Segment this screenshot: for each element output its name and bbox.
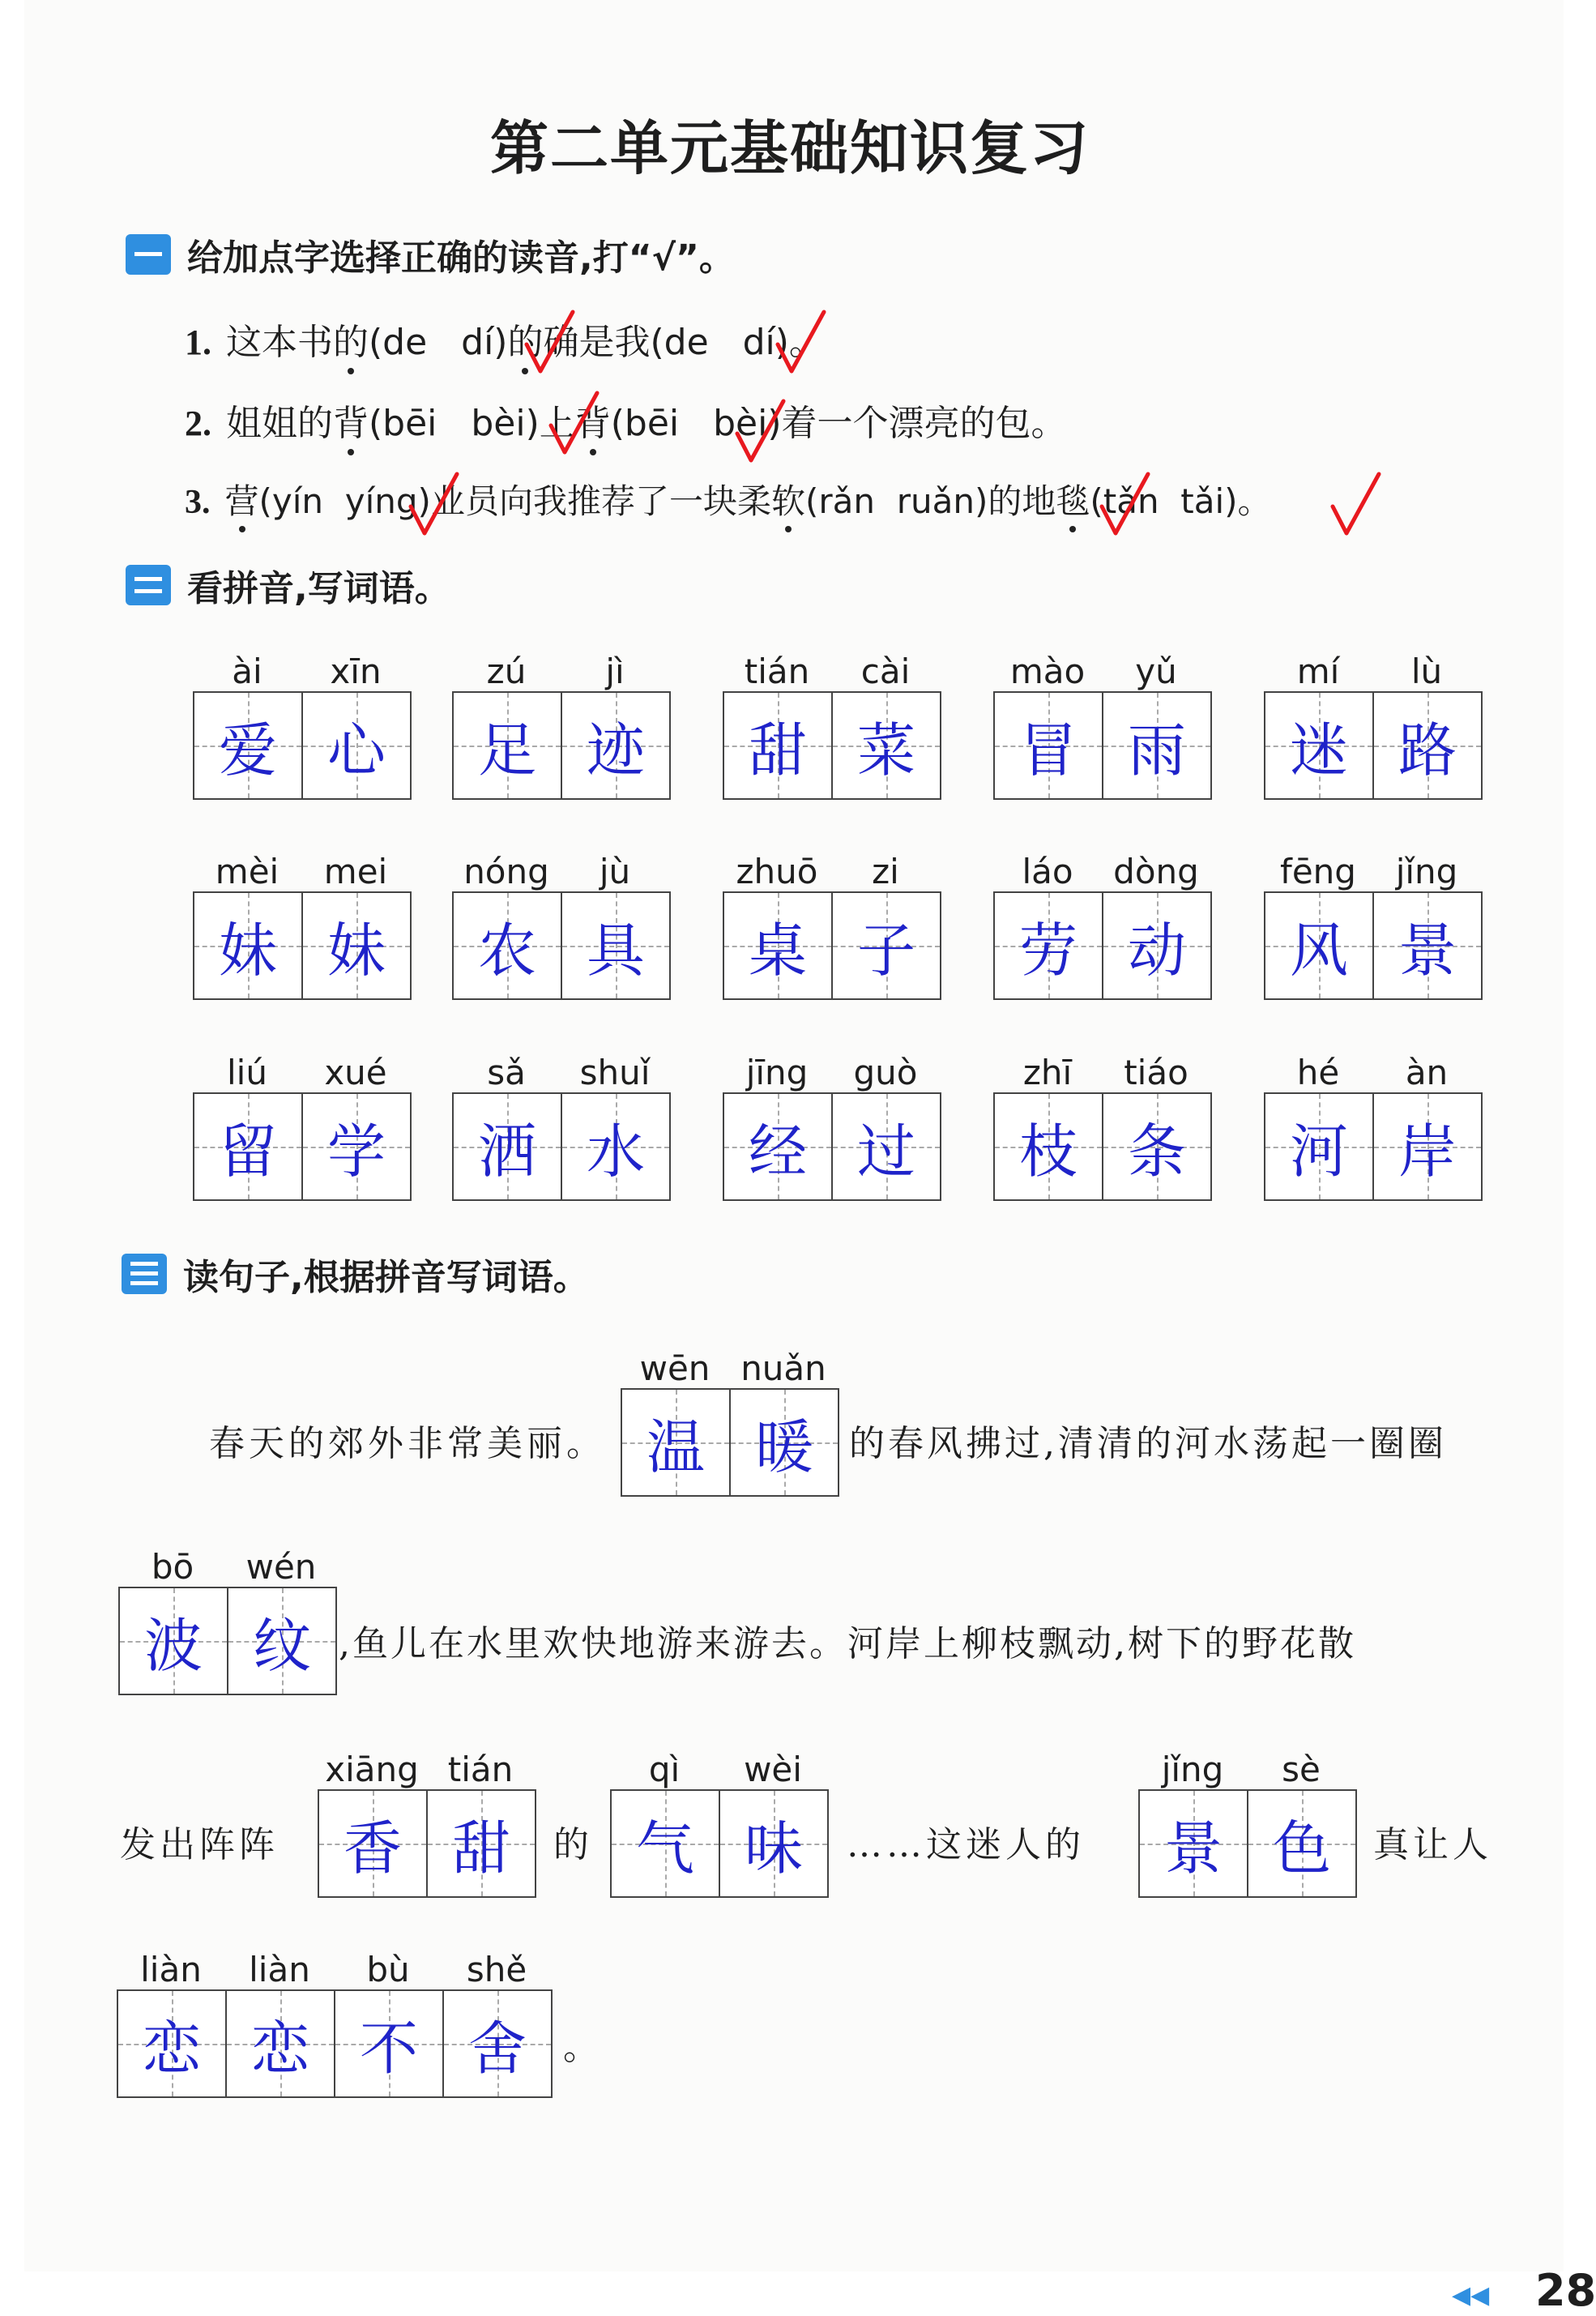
- pinyin-word-box: [993, 644, 1212, 800]
- pinyin-syllable: fēng: [1280, 852, 1356, 891]
- pinyin-syllable: bù: [366, 1950, 410, 1989]
- pinyin-syllable: ài: [232, 652, 262, 691]
- pinyin-syllable: xiāng: [325, 1750, 419, 1789]
- answer-char: 路: [1398, 716, 1457, 784]
- answer-char-cell: [612, 1791, 719, 1896]
- pinyin-row: [452, 1045, 671, 1092]
- pinyin-word-box: [993, 844, 1212, 1000]
- pinyin-word-box: [193, 644, 412, 800]
- section-1-badge: [126, 234, 171, 275]
- answer-char-cell: [1102, 693, 1210, 798]
- pinyin-word-box: [452, 1045, 671, 1201]
- tianzige-boxes: [193, 891, 412, 1000]
- sentence-3d: 真让人: [1373, 1824, 1492, 1865]
- tianzige-boxes: [1264, 1092, 1483, 1201]
- answer-char: 枝: [1018, 1117, 1078, 1186]
- pinyin-row: [193, 644, 412, 691]
- pinyin-syllable: liàn: [249, 1950, 310, 1989]
- answer-char-cell: [454, 693, 561, 798]
- answer-char-cell: [227, 1588, 335, 1694]
- answer-char-cell: [1372, 893, 1481, 998]
- section-2-label: 看拼音,写词语。: [187, 568, 450, 609]
- sentence-answer-box: [1138, 1742, 1357, 1898]
- answer-char-cell: [301, 693, 410, 798]
- answer-char-cell: [118, 1991, 225, 2096]
- pinyin-row: [452, 844, 671, 891]
- question-3: 3. 营(yín yíng)业员向我推荐了一块柔软(rǎn ruǎn)的地毯(tǎn tǎi)。: [185, 481, 1272, 521]
- answer-char: 雨: [1127, 716, 1186, 784]
- pinyin-syllable: xué: [324, 1053, 387, 1092]
- answer-char: 甜: [451, 1814, 510, 1882]
- tianzige-boxes: [193, 1092, 412, 1201]
- dotted-char: 营: [224, 481, 259, 521]
- answer-char: 味: [744, 1814, 803, 1882]
- answer-char-cell: [334, 1991, 442, 2096]
- answer-char: 学: [326, 1117, 386, 1186]
- answer-char-cell: [1372, 693, 1481, 798]
- pinyin-row: [993, 644, 1212, 691]
- answer-char: 舍: [467, 2015, 527, 2083]
- pinyin-syllable: mei: [323, 852, 388, 891]
- tianzige-boxes: [452, 691, 671, 800]
- pinyin-syllable: wén: [245, 1547, 317, 1587]
- pinyin-syllable: qì: [648, 1750, 681, 1789]
- tianzige-boxes: [993, 691, 1212, 800]
- answer-char: 桌: [748, 917, 807, 985]
- page-number: 28: [1535, 2265, 1596, 2316]
- sentence-3c: ……这迷人的: [847, 1824, 1085, 1865]
- section-3-header: [122, 1248, 589, 1300]
- question-2: 2. 姐姐的背(bēi bèi)上背(bēi bèi)着一个漂亮的包。: [185, 403, 1067, 444]
- answer-char-cell: [426, 1791, 535, 1896]
- pinyin-syllable: jù: [599, 852, 631, 891]
- pinyin-row: [723, 644, 941, 691]
- pinyin-row: [1264, 844, 1483, 891]
- pinyin-syllable: shuǐ: [579, 1053, 651, 1092]
- pinyin-row: [1264, 1045, 1483, 1092]
- pinyin-syllable: zú: [486, 652, 527, 691]
- answer-char-cell: [120, 1588, 227, 1694]
- answer-char: 风: [1289, 917, 1348, 985]
- answer-char-cell: [561, 893, 669, 998]
- pinyin-syllable: shě: [466, 1950, 527, 1989]
- section-1-header: [126, 229, 735, 280]
- answer-char-cell: [995, 693, 1102, 798]
- pinyin-syllable: sǎ: [487, 1053, 526, 1092]
- answer-char-cell: [719, 1791, 827, 1896]
- answer-char: 子: [856, 917, 915, 985]
- answer-char-cell: [995, 1094, 1102, 1199]
- pinyin-row: [118, 1540, 337, 1587]
- pinyin-syllable: cài: [860, 652, 911, 691]
- pinyin-syllable: jǐng: [1395, 852, 1458, 891]
- pinyin-word-box: [1264, 1045, 1483, 1201]
- answer-char-cell: [454, 1094, 561, 1199]
- pinyin-syllable: bō: [151, 1547, 194, 1587]
- answer-char: 妹: [218, 917, 277, 985]
- answer-char: 气: [635, 1814, 694, 1882]
- pinyin-word-box: [452, 844, 671, 1000]
- answer-char-cell: [1265, 893, 1372, 998]
- pinyin-syllable: jǐng: [1161, 1750, 1224, 1789]
- answer-char-cell: [561, 693, 669, 798]
- pinyin-row: [993, 844, 1212, 891]
- tianzige-boxes: [452, 891, 671, 1000]
- answer-char-cell: [1102, 1094, 1210, 1199]
- pinyin-syllable: liú: [227, 1053, 267, 1092]
- pinyin-row: [318, 1742, 536, 1789]
- pinyin-row: [193, 844, 412, 891]
- pinyin-row: [1264, 644, 1483, 691]
- answer-char-cell: [831, 1094, 940, 1199]
- answer-char-cell: [1102, 893, 1210, 998]
- answer-char-cell: [1372, 1094, 1481, 1199]
- pinyin-word-box: [723, 844, 941, 1000]
- pinyin-syllable: wēn: [639, 1348, 711, 1388]
- sentence-answer-box: [318, 1742, 536, 1898]
- answer-char-cell: [724, 693, 831, 798]
- answer-char: 经: [748, 1117, 807, 1186]
- sentence-answer-box: [118, 1540, 337, 1695]
- pinyin-syllable: nuǎn: [740, 1348, 826, 1388]
- pinyin-syllable: láo: [1022, 852, 1073, 891]
- answer-char-cell: [561, 1094, 669, 1199]
- answer-char-cell: [454, 893, 561, 998]
- pinyin-syllable: lù: [1410, 652, 1443, 691]
- sentence-answer-box: [621, 1341, 839, 1497]
- answer-char: 景: [1163, 1814, 1223, 1882]
- answer-char-cell: [995, 893, 1102, 998]
- answer-char: 岸: [1398, 1117, 1457, 1186]
- tianzige-boxes: [452, 1092, 671, 1201]
- answer-char: 迷: [1289, 716, 1348, 784]
- page-title: 第二单元基础知识复习: [489, 113, 1090, 182]
- answer-char: 河: [1289, 1117, 1348, 1186]
- pinyin-syllable: xīn: [330, 652, 382, 691]
- answer-char-cell: [724, 893, 831, 998]
- section-3-label: 读句子,根据拼音写词语。: [183, 1257, 589, 1298]
- answer-char: 迹: [586, 716, 645, 784]
- pinyin-row: [993, 1045, 1212, 1092]
- answer-char-cell: [622, 1390, 729, 1495]
- tianzige-boxes: [723, 1092, 941, 1201]
- pinyin-word-box: [452, 644, 671, 800]
- answer-char: 动: [1127, 917, 1186, 985]
- answer-char-cell: [1247, 1791, 1355, 1896]
- answer-char-cell: [194, 693, 301, 798]
- pinyin-word-box: [193, 1045, 412, 1201]
- answer-char: 波: [143, 1612, 203, 1680]
- answer-char: 景: [1398, 917, 1457, 985]
- pinyin-row: [193, 1045, 412, 1092]
- question-1: 1. 这本书的(de dí)的确是我(de dí)。: [185, 322, 825, 363]
- answer-char-cell: [442, 1991, 551, 2096]
- pinyin-syllable: zi: [872, 852, 899, 891]
- answer-char: 水: [586, 1117, 645, 1186]
- pinyin-syllable: yǔ: [1135, 652, 1177, 691]
- pinyin-word-box: [723, 1045, 941, 1201]
- pinyin-syllable: mèi: [215, 852, 280, 891]
- tianzige-boxes: [318, 1789, 536, 1898]
- answer-char: 甜: [748, 716, 807, 784]
- answer-char: 留: [218, 1117, 277, 1186]
- answer-char: 足: [477, 716, 536, 784]
- pinyin-row: [723, 844, 941, 891]
- pinyin-syllable: zhī: [1022, 1053, 1073, 1092]
- pinyin-syllable: mí: [1296, 652, 1340, 691]
- answer-char: 爱: [218, 716, 277, 784]
- tianzige-boxes: [993, 891, 1212, 1000]
- answer-char: 菜: [856, 716, 915, 784]
- answer-char-cell: [1265, 693, 1372, 798]
- dotted-char: 的: [333, 322, 369, 363]
- answer-char: 不: [359, 2015, 418, 2083]
- pinyin-syllable: tián: [744, 652, 810, 691]
- tianzige-boxes: [117, 1989, 553, 2098]
- answer-char: 温: [646, 1413, 705, 1481]
- answer-char: 色: [1272, 1814, 1331, 1882]
- pinyin-word-box: [993, 1045, 1212, 1201]
- answer-char-cell: [194, 893, 301, 998]
- pinyin-syllable: tián: [447, 1750, 514, 1789]
- answer-char-cell: [301, 1094, 410, 1199]
- pinyin-row: [117, 1942, 553, 1989]
- answer-char-cell: [831, 893, 940, 998]
- answer-char-cell: [1265, 1094, 1372, 1199]
- sentence-3b: 的: [553, 1824, 593, 1865]
- pinyin-row: [621, 1341, 839, 1388]
- answer-char: 过: [856, 1117, 915, 1186]
- section-2-badge: [126, 565, 171, 605]
- answer-char-cell: [225, 1991, 334, 2096]
- pinyin-word-box: [193, 844, 412, 1000]
- answer-char: 冒: [1018, 716, 1078, 784]
- sentence-answer-box: [117, 1942, 553, 2098]
- pinyin-row: [610, 1742, 829, 1789]
- tianzige-boxes: [621, 1388, 839, 1497]
- prev-page-arrows-icon: ◀◀: [1452, 2281, 1490, 2310]
- answer-char-cell: [724, 1094, 831, 1199]
- pinyin-syllable: wèi: [744, 1750, 802, 1789]
- pinyin-syllable: guò: [853, 1053, 918, 1092]
- sentence-3a: 发出阵阵: [120, 1824, 279, 1865]
- pinyin-syllable: liàn: [140, 1950, 202, 1989]
- pinyin-syllable: àn: [1405, 1053, 1449, 1092]
- pinyin-word-box: [723, 644, 941, 800]
- section-3-badge: [122, 1254, 167, 1294]
- answer-char: 洒: [477, 1117, 536, 1186]
- answer-char-cell: [194, 1094, 301, 1199]
- pinyin-row: [1138, 1742, 1357, 1789]
- pinyin-syllable: tiáo: [1124, 1053, 1188, 1092]
- dotted-char: 毯: [1056, 481, 1090, 521]
- tianzige-boxes: [723, 891, 941, 1000]
- tianzige-boxes: [1264, 891, 1483, 1000]
- tianzige-boxes: [723, 691, 941, 800]
- answer-char: 纹: [252, 1612, 311, 1680]
- tianzige-boxes: [610, 1789, 829, 1898]
- answer-char: 农: [477, 917, 536, 985]
- answer-char-cell: [319, 1791, 426, 1896]
- pinyin-syllable: jīng: [745, 1053, 809, 1092]
- pinyin-syllable: nóng: [463, 852, 549, 891]
- section-1-label: 给加点字选择正确的读音,打“√”。: [187, 237, 735, 279]
- tianzige-boxes: [118, 1587, 337, 1695]
- answer-char-cell: [831, 693, 940, 798]
- tianzige-boxes: [1138, 1789, 1357, 1898]
- answer-char: 劳: [1018, 917, 1078, 985]
- answer-char: 暖: [754, 1413, 813, 1481]
- dotted-char: 的: [507, 322, 544, 363]
- pinyin-syllable: sè: [1282, 1750, 1321, 1789]
- answer-char: 心: [326, 716, 386, 784]
- answer-char: 恋: [142, 2015, 201, 2083]
- answer-char: 妹: [326, 917, 386, 985]
- answer-char: 具: [586, 917, 645, 985]
- pinyin-syllable: jì: [605, 652, 625, 691]
- answer-char: 香: [343, 1814, 402, 1882]
- pinyin-word-box: [1264, 844, 1483, 1000]
- sentence-4: 。: [563, 2027, 603, 2068]
- answer-char-cell: [1140, 1791, 1247, 1896]
- dotted-char: 软: [770, 481, 805, 521]
- pinyin-syllable: mào: [1009, 652, 1086, 691]
- sentence-answer-box: [610, 1742, 829, 1898]
- sentence-1a: 春天的郊外非常美丽。: [209, 1423, 606, 1464]
- pinyin-syllable: dòng: [1113, 852, 1199, 891]
- sentence-1b: 的春风拂过,清清的河水荡起一圈圈: [849, 1423, 1447, 1464]
- tianzige-boxes: [1264, 691, 1483, 800]
- pinyin-syllable: hé: [1296, 1053, 1340, 1092]
- dotted-char: 背: [574, 403, 611, 444]
- tianzige-boxes: [993, 1092, 1212, 1201]
- pinyin-syllable: zhuō: [736, 852, 818, 891]
- tianzige-boxes: [193, 691, 412, 800]
- answer-char-cell: [729, 1390, 838, 1495]
- answer-char-cell: [301, 893, 410, 998]
- pinyin-row: [723, 1045, 941, 1092]
- section-2-header: [126, 559, 450, 611]
- pinyin-row: [452, 644, 671, 691]
- dotted-char: 背: [333, 403, 369, 444]
- answer-char: 条: [1127, 1117, 1186, 1186]
- pinyin-word-box: [1264, 644, 1483, 800]
- sentence-2: ,鱼儿在水里欢快地游来游去。河岸上柳枝飘动,树下的野花散: [339, 1623, 1356, 1664]
- answer-char: 恋: [250, 2015, 309, 2083]
